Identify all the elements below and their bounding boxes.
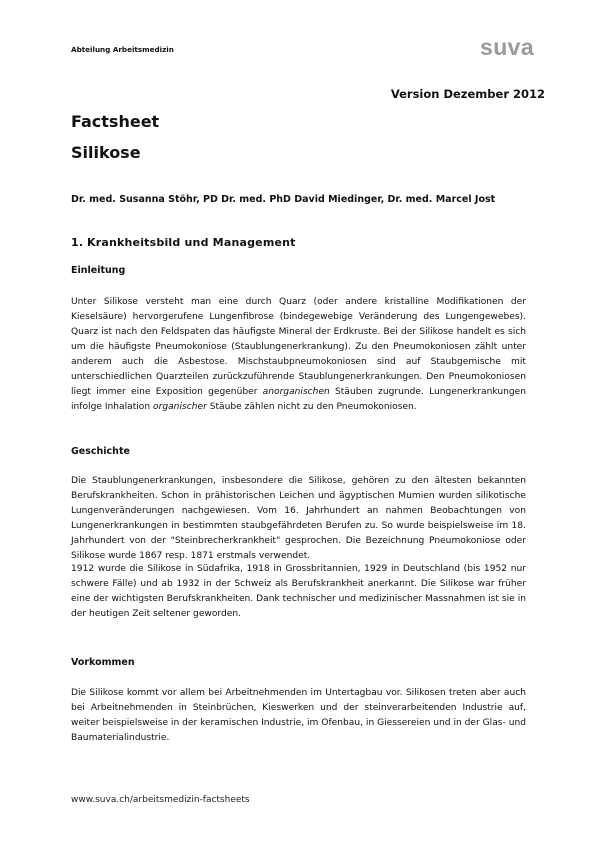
- emphasis-organischer: organischer: [153, 402, 207, 412]
- section-title: Krankheitsbild und Management: [87, 236, 296, 249]
- text-run: Unter Silikose versteht man eine durch Quarz (oder andere kristalline Modifikationen der Kieselsäure) hervorgerufene Lungenfibrose (bindegewebige Veränderung des Lungengewebes). Quarz ist nach den Feldspaten das häufigste Mineral der Erdkruste. Bei der Silikose handelt es sich um die häufigste Pneumokoniose (Staublungenerkrankung). Zu den Pneumokoniosen zählt unter anderem auch die Asbestose. Mischstaubpneumokoniosen sind auf Staubgemische mit unterschiedlichen Quarzteilen zurückzuführende Staublungenerkrankungen. Den Pneumokoniosen liegt immer eine Exposition gegenüber: [71, 297, 526, 397]
- section-heading: [71, 236, 296, 249]
- document-type: Factsheet: [71, 112, 160, 131]
- authors-line: Dr. med. Susanna Stöhr, PD Dr. med. PhD David Miedinger, Dr. med. Marcel Jost: [71, 194, 496, 205]
- department-label: Abteilung Arbeitsmedizin: [71, 45, 174, 54]
- footer-link[interactable]: www.suva.ch/arbeitsmedizin-factsheets: [71, 795, 250, 805]
- paragraph-geschichte-2: 1912 wurde die Silikose in Südafrika, 1918 in Grossbritannien, 1929 in Deutschland (bis 1952 nur schwere Fälle) und ab 1932 in der Schweiz als Berufskrankheit anerkannt. Die Silikose war früher eine der wichtigsten Berufskrankheiten. Dank technischer und medizinischer Massnahmen ist sie in der heutigen Zeit seltener geworden.: [71, 564, 526, 619]
- suva-logo: suva: [480, 34, 535, 60]
- subheading-geschichte: Geschichte: [71, 446, 130, 457]
- text-run: Stäuben zugrunde. Lungenerkrankungen infolge Inhalation: [71, 387, 526, 412]
- paragraph-einleitung: [71, 295, 526, 415]
- document-title: Silikose: [71, 143, 141, 162]
- version-label: Version Dezember 2012: [390, 87, 545, 101]
- subheading-einleitung: Einleitung: [71, 265, 126, 276]
- text-run: Stäube zählen nicht zu den Pneumokoniosen.: [206, 402, 417, 412]
- paragraph-vorkommen: Die Silikose kommt vor allem bei Arbeitnehmenden im Untertagbau vor. Silikosen treten aber auch bei Arbeitnehmenden in Steinbrüchen, Kieswerken und der steinverarbeitenden Industrie auf, weiter beispielsweise in der keramischen Industrie, im Ofenbau, in Giessereien und in der Glas- und Baumaterialindustrie.: [71, 688, 526, 743]
- subheading-vorkommen: Vorkommen: [71, 657, 135, 668]
- section-number: 1.: [71, 236, 84, 249]
- paragraph-geschichte-1: Die Staublungenerkrankungen, insbesondere die Silikose, gehören zu den ältesten bekannten Berufskrankheiten. Schon in prähistorischen Leichen und ägyptischen Mumien wurden silikotische Lungenveränderungen nachgewiesen. Vom 16. Jahrhundert an nahmen Beobachtungen von Lungenerkrankungen in bestimmten staubgefährdeten Berufen zu. So wurde beispielsweise im 18. Jahrhundert von der "Steinbrecherkrankheit" gesprochen. Die Bezeichnung Pneumokoniose oder Silikose wurde 1867 resp. 1871 erstmals verwendet.: [71, 476, 526, 561]
- emphasis-anorganischen: anorganischen: [262, 387, 330, 397]
